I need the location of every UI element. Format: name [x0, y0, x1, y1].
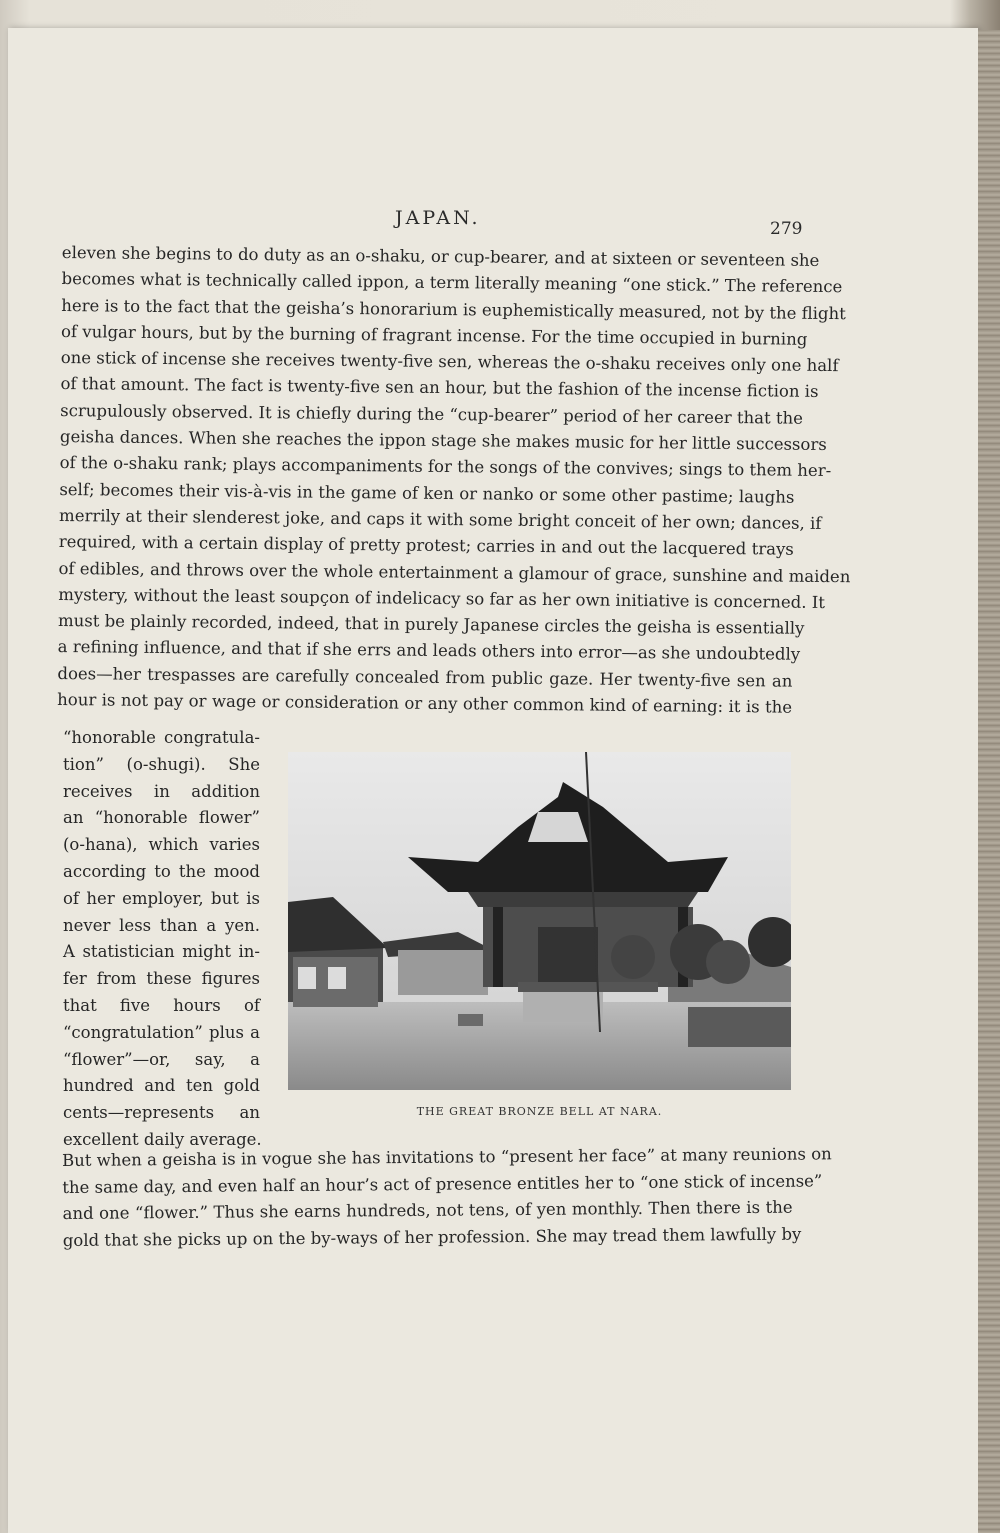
page-header: [0, 205, 1000, 239]
column-line: tion” (o-shugi). She: [63, 754, 260, 774]
column-line: hundred and ten gold: [63, 1076, 260, 1096]
text-line: becomes what is technically called ippon, a term literally meaning “one stick.” The reference: [61, 269, 843, 297]
text-line: mystery, without the least soupçon of indelicacy so far as her own initiative is concerned. It: [58, 584, 826, 612]
column-line: A statistician might in-: [63, 942, 260, 962]
temple-illustration: [288, 752, 791, 1090]
text-line: here is to the fact that the geisha’s honorarium is euphemistically measured, not by the flight: [61, 295, 846, 323]
column-line: “honorable congratula-: [63, 728, 260, 747]
body-text: [57, 240, 851, 721]
column-line: fer from these figures: [63, 969, 260, 989]
text-line: of the o-shaku rank; plays accompaniments for the songs of the convives; sings to them her-: [59, 453, 832, 481]
text-line: scrupulously observed. It is chiefly during the “cup-bearer” period of her career that the: [60, 400, 803, 428]
column-line: excellent daily average.: [63, 1129, 262, 1149]
left-column-text: [63, 725, 260, 1154]
text-line: one stick of incense she receives twenty-five sen, whereas the o-shaku receives only one half: [60, 348, 839, 376]
tail-text: [62, 1142, 832, 1254]
text-line: of edibles, and throws over the whole entertainment a glamour of grace, sunshine and maiden: [58, 558, 851, 586]
figure-caption: THE GREAT BRONZE BELL AT NARA.: [416, 1105, 663, 1118]
column-line: “congratulation” plus a: [63, 1022, 260, 1042]
text-line: hour is not pay or wage or consideration or any other common kind of earning: it is the: [57, 690, 793, 717]
text-line: of that amount. The fact is twenty-five sen an hour, but the fashion of the incense fiction is: [60, 374, 819, 402]
text-line: But when a geisha is in vogue she has invitations to “present her face” at many reunions on: [62, 1144, 832, 1170]
column-line: cents—represents an: [63, 1103, 260, 1123]
page-number: 279: [770, 219, 803, 239]
column-line: (o-hana), which varies: [63, 835, 260, 855]
text-line: merrily at their slenderest joke, and caps it with some bright conceit of her own; dances, if: [59, 505, 822, 533]
text-line: self; becomes their vis-à-vis in the game of ken or nanko or some other pastime; laughs: [59, 479, 795, 507]
text-line: geisha dances. When she reaches the ippon stage she makes music for her little successors: [59, 427, 827, 455]
text-line: the same day, and even half an hour’s act of presence entitles her to “one stick of incense”: [62, 1170, 823, 1197]
column-line: never less than a yen.: [63, 915, 260, 935]
text-line: required, with a certain display of pretty protest; carries in and out the lacquered trays: [58, 532, 794, 559]
text-line: does—her trespasses are carefully concealed from public gaze. Her twenty-five sen an: [57, 663, 793, 691]
column-line: receives in addition: [63, 781, 260, 801]
column-line: according to the mood: [63, 861, 260, 881]
text-line: must be plainly recorded, indeed, that in purely Japanese circles the geisha is essentially: [57, 611, 805, 638]
text-line: gold that she picks up on the by-ways of her profession. She may tread them lawfully by: [62, 1224, 802, 1250]
column-line: an “honorable flower”: [63, 808, 260, 828]
text-line: eleven she begins to do duty as an o-shaku, or cup-bearer, and at sixteen or seventeen she: [61, 242, 820, 270]
column-line: of her employer, but is: [63, 888, 260, 908]
text-line: a refining influence, and that if she errs and leads others into error—as she undoubtedly: [57, 637, 801, 665]
column-line: that five hours of: [63, 995, 260, 1015]
column-line: “flower”—or, say, a: [63, 1049, 260, 1069]
running-title: JAPAN.: [395, 207, 481, 229]
page-edges: [978, 30, 1000, 1533]
text-line: and one “flower.” Thus she earns hundreds, not tens, of yen monthly. Then there is the: [62, 1197, 793, 1223]
text-line: of vulgar hours, but by the burning of fragrant incense. For the time occupied in burning: [60, 321, 808, 349]
temple-photograph: [288, 752, 791, 1090]
